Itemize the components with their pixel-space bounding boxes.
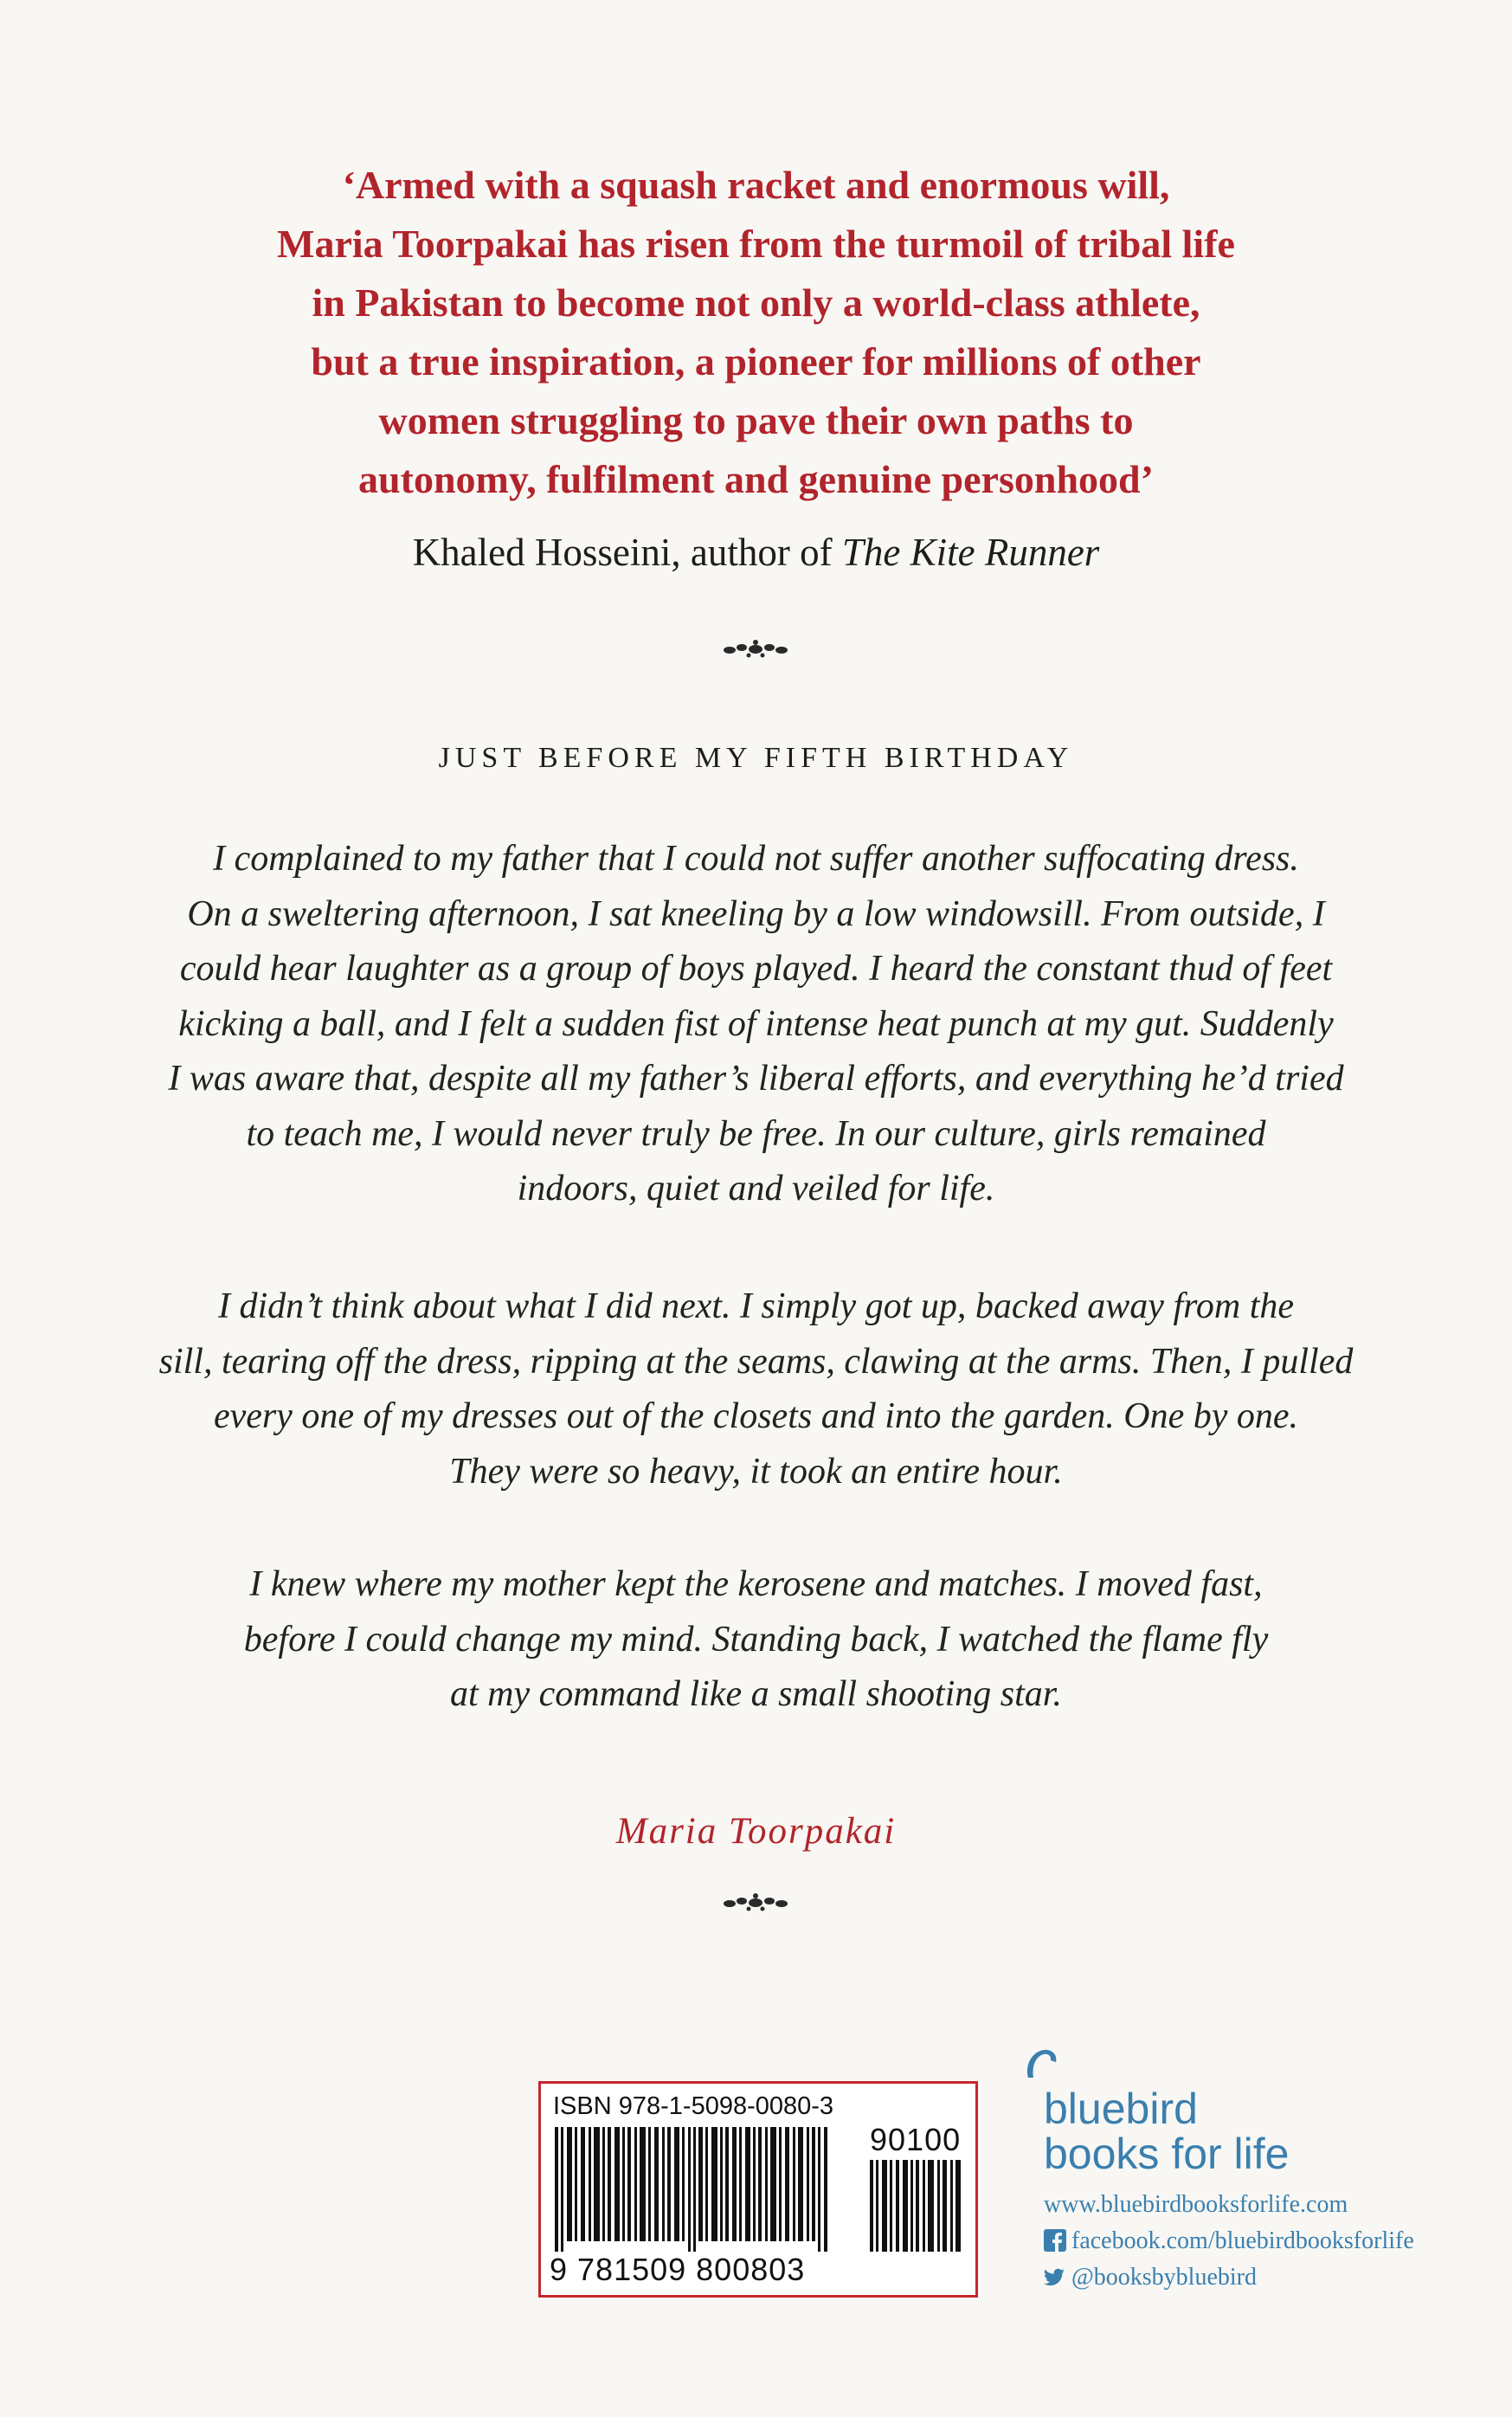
paragraph-line: They were so heavy, it took an entire hour. <box>449 1451 1063 1492</box>
paragraph-line: indoors, quiet and veiled for life. <box>517 1169 995 1208</box>
quote-attribution <box>0 526 1512 578</box>
publisher-website-link[interactable] <box>1044 2190 1348 2220</box>
excerpt-paragraph-1 <box>0 832 1512 1217</box>
paragraph-line: I didn’t think about what I did next. I simply got up, backed away from the <box>217 1286 1295 1326</box>
excerpt-paragraph-3 <box>0 1557 1512 1723</box>
paragraph-line: every one of my dresses out of the closets and into the garden. One by one. <box>213 1396 1299 1436</box>
paragraph-line: I was aware that, despite all my father’s liberal efforts, and everything he’d tried <box>168 1059 1344 1099</box>
attribution-author: Khaled Hosseini, author of <box>412 531 833 574</box>
quote-line: women struggling to pave their own paths to <box>378 398 1134 442</box>
publisher-twitter-link[interactable] <box>1044 2263 1257 2292</box>
paragraph-line: at my command like a small shooting star. <box>450 1674 1062 1714</box>
quote-line: autonomy, fulfilment and genuine personhood’ <box>358 457 1154 501</box>
excerpt-heading: JUST BEFORE MY FIFTH BIRTHDAY <box>438 742 1074 774</box>
paragraph-line: before I could change my mind. Standing back, I watched the flame fly <box>243 1619 1269 1660</box>
paragraph-line: could hear laughter as a group of boys played. I heard the constant thud of feet <box>179 949 1333 989</box>
paragraph-line: kicking a ball, and I felt a sudden fist of intense heat punch at my gut. Suddenly <box>178 1003 1334 1044</box>
imprint-name: bluebird <box>1044 2085 1198 2133</box>
author-signature: Maria Toorpakai <box>615 1811 897 1852</box>
quote-line: in Pakistan to become not only a world-class athlete, <box>312 280 1200 325</box>
quote-line: Maria Toorpakai has risen from the turmoil of tribal life <box>277 222 1235 266</box>
facebook-icon <box>1044 2229 1066 2252</box>
floral-ornament-icon <box>712 636 799 662</box>
excerpt-paragraph-2 <box>0 1279 1512 1499</box>
paragraph-line: On a sweltering afternoon, I sat kneeling by a low windowsill. From outside, I <box>187 893 1325 934</box>
paragraph-line: I knew where my mother kept the kerosene and matches. I moved fast, <box>249 1564 1263 1604</box>
quote-line: ‘Armed with a squash racket and enormous will, <box>342 163 1170 207</box>
paragraph-line: to teach me, I would never truly be free. In our culture, girls remained <box>246 1113 1266 1154</box>
bluebird-logo-icon <box>1021 2045 1059 2083</box>
publisher-facebook-link[interactable] <box>1044 2227 1414 2256</box>
paragraph-line: I complained to my father that I could not suffer another suffocating dress. <box>213 839 1299 879</box>
barcode-panel <box>538 2081 978 2298</box>
paragraph-line: sill, tearing off the dress, ripping at the seams, clawing at the arms. Then, I pulled <box>158 1341 1354 1382</box>
imprint-tagline: books for life <box>1044 2130 1290 2178</box>
isbn-barcode-number: 9 781509 800803 <box>550 2252 806 2287</box>
website-text: www.bluebirdbooksforlife.com <box>1044 2191 1348 2218</box>
endorsement-quote <box>0 156 1512 509</box>
twitter-bird-icon <box>1044 2266 1066 2288</box>
facebook-text: facebook.com/bluebirdbooksforlife <box>1071 2227 1414 2254</box>
attribution-book-title: The Kite Runner <box>841 531 1100 574</box>
price-addon-number: 90100 <box>870 2122 962 2157</box>
ean-barcode-graphic <box>553 2127 847 2252</box>
twitter-text: @booksbybluebird <box>1071 2264 1257 2291</box>
quote-line: but a true inspiration, a pioneer for millions of other <box>311 339 1201 383</box>
isbn-label: ISBN 978-1-5098-0080-3 <box>553 2092 834 2120</box>
floral-ornament-icon <box>712 1890 799 1916</box>
addon-barcode-graphic <box>870 2160 967 2252</box>
